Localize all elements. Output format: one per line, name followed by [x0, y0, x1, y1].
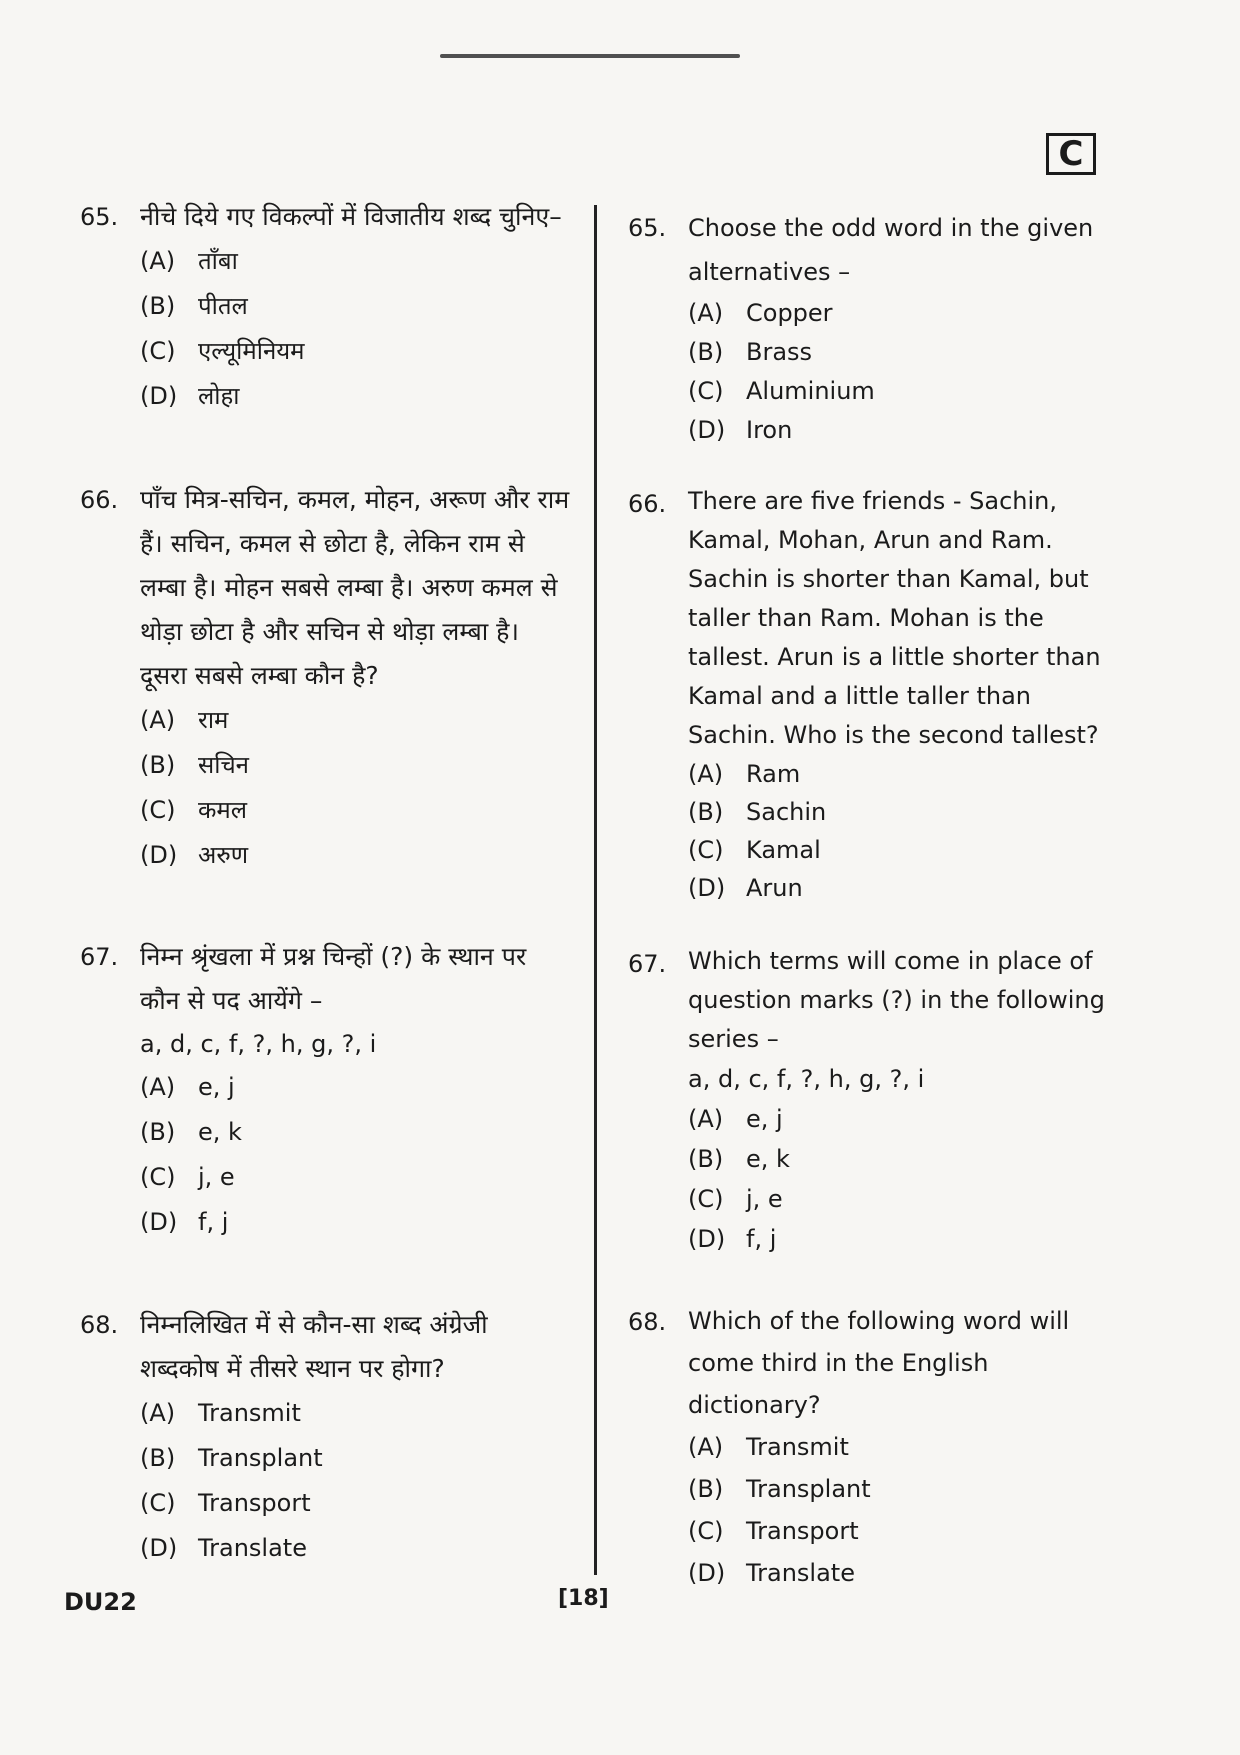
column-divider — [594, 205, 597, 1575]
question-number: 67. — [80, 943, 119, 971]
option-d — [140, 1526, 570, 1571]
option-text: j, e — [198, 1163, 235, 1191]
option-a — [140, 698, 570, 743]
question-number: 68. — [628, 1308, 667, 1336]
option-text: e, j — [746, 1105, 783, 1133]
option-d — [140, 374, 570, 419]
option-letter: (D) — [688, 874, 726, 902]
options-list — [140, 1065, 570, 1245]
option-text: कमल — [198, 796, 248, 824]
option-b — [140, 1436, 570, 1481]
option-text: e, k — [198, 1118, 242, 1146]
option-text: पीतल — [198, 292, 248, 320]
option-letter: (A) — [688, 299, 724, 327]
option-b — [688, 333, 1108, 372]
option-letter: (B) — [140, 1444, 176, 1472]
option-letter: (B) — [688, 1145, 724, 1173]
english-question-66 — [628, 482, 1108, 907]
question-text: निम्नलिखित में से कौन-सा शब्द अंग्रेजी शब्दकोष में तीसरे स्थान पर होगा? — [140, 1310, 488, 1383]
option-letter: (D) — [140, 1534, 178, 1562]
option-letter: (A) — [140, 1399, 176, 1427]
option-letter: (B) — [140, 751, 176, 779]
option-c — [688, 1179, 1108, 1219]
option-b — [140, 743, 570, 788]
option-letter: (D) — [688, 1225, 726, 1253]
option-c — [140, 788, 570, 833]
option-b — [140, 1110, 570, 1155]
option-letter: (D) — [688, 416, 726, 444]
option-text: Aluminium — [746, 377, 875, 405]
option-text: Brass — [746, 338, 813, 366]
option-c — [140, 1155, 570, 1200]
option-a — [140, 1391, 570, 1436]
question-number: 65. — [628, 214, 667, 242]
option-letter: (B) — [140, 292, 176, 320]
option-text: ताँबा — [198, 247, 238, 275]
option-letter: (B) — [688, 338, 724, 366]
letter-series: a, d, c, f, ?, h, g, ?, i — [688, 1065, 925, 1093]
options-list — [140, 698, 570, 878]
option-a — [140, 1065, 570, 1110]
top-rule — [440, 54, 740, 58]
option-b — [688, 1139, 1108, 1179]
option-text: Transplant — [198, 1444, 323, 1472]
question-number: 68. — [80, 1311, 119, 1339]
question-text: Choose the odd word in the given alternatives – — [688, 214, 1094, 286]
option-letter: (B) — [140, 1118, 176, 1146]
page-number: [18] — [558, 1586, 609, 1611]
option-letter: (A) — [140, 706, 176, 734]
hindi-question-68 — [80, 1303, 570, 1571]
options-list — [688, 294, 1108, 450]
options-list — [688, 755, 1108, 907]
option-a — [688, 755, 1108, 793]
option-text: एल्यूमिनियम — [198, 337, 305, 365]
options-list — [688, 1099, 1108, 1259]
option-text: e, k — [746, 1145, 790, 1173]
option-text: Kamal — [746, 836, 821, 864]
english-question-65 — [628, 206, 1108, 450]
option-c — [140, 329, 570, 374]
option-d — [688, 1219, 1108, 1259]
option-c — [688, 831, 1108, 869]
option-letter: (C) — [140, 1489, 176, 1517]
option-text: f, j — [198, 1208, 229, 1236]
option-letter: (C) — [140, 1163, 176, 1191]
option-text: Arun — [746, 874, 803, 902]
question-number: 66. — [628, 490, 667, 518]
option-letter: (D) — [140, 382, 178, 410]
option-b — [140, 284, 570, 329]
question-text: नीचे दिये गए विकल्पों में विजातीय शब्द चुनिए– — [140, 202, 562, 231]
option-letter: (D) — [140, 1208, 178, 1236]
set-label-box — [1046, 133, 1096, 175]
option-text: Copper — [746, 299, 833, 327]
option-text: Transmit — [746, 1433, 849, 1461]
option-letter: (C) — [140, 796, 176, 824]
letter-series: a, d, c, f, ?, h, g, ?, i — [140, 1030, 377, 1058]
option-text: f, j — [746, 1225, 777, 1253]
option-letter: (C) — [688, 1517, 724, 1545]
paper-code: DU22 — [64, 1588, 137, 1616]
option-text: Ram — [746, 760, 801, 788]
option-text: Transport — [198, 1489, 311, 1517]
option-letter: (B) — [688, 1475, 724, 1503]
option-c — [140, 1481, 570, 1526]
english-question-67 — [628, 942, 1108, 1259]
option-b — [688, 1468, 1108, 1510]
option-letter: (D) — [688, 1559, 726, 1587]
option-letter: (A) — [140, 247, 176, 275]
option-b — [688, 793, 1108, 831]
option-letter: (C) — [688, 836, 724, 864]
option-d — [688, 411, 1108, 450]
option-text: राम — [198, 706, 229, 734]
option-a — [688, 1426, 1108, 1468]
option-text: e, j — [198, 1073, 235, 1101]
option-text: Transplant — [746, 1475, 871, 1503]
option-letter: (A) — [688, 1105, 724, 1133]
hindi-question-65 — [80, 195, 570, 419]
option-text: लोहा — [198, 382, 240, 410]
option-a — [140, 239, 570, 284]
option-text: Translate — [198, 1534, 307, 1562]
option-text: Transmit — [198, 1399, 301, 1427]
question-number: 65. — [80, 203, 119, 231]
question-text: पाँच मित्र-सचिन, कमल, मोहन, अरूण और राम हैं। सचिन, कमल से छोटा है, लेकिन राम से लम्बा है। मोहन सबसे लम्बा है। अरुण कमल से थोड़ा छोटा है और सचिन से थोड़ा लम्बा है। दूसरा सबसे लम्बा कौन है? — [140, 485, 570, 690]
options-list — [140, 1391, 570, 1571]
options-list — [140, 239, 570, 419]
option-letter: (D) — [140, 841, 178, 869]
option-text: Iron — [746, 416, 793, 444]
option-text: सचिन — [198, 751, 249, 779]
question-text: Which of the following word will come third in the English dictionary? — [688, 1307, 1070, 1419]
option-letter: (C) — [140, 337, 176, 365]
option-letter: (C) — [688, 377, 724, 405]
option-text: Sachin — [746, 798, 827, 826]
question-number: 66. — [80, 486, 119, 514]
option-d — [140, 833, 570, 878]
option-a — [688, 1099, 1108, 1139]
option-letter: (A) — [140, 1073, 176, 1101]
option-letter: (C) — [688, 1185, 724, 1213]
options-list — [688, 1426, 1108, 1594]
hindi-question-66 — [80, 478, 570, 878]
english-question-68 — [628, 1300, 1108, 1594]
option-letter: (A) — [688, 1433, 724, 1461]
question-text: There are five friends - Sachin, Kamal, Mohan, Arun and Ram. Sachin is shorter than Kamal, but taller than Ram. Mohan is the tallest. Arun is a little shorter than Kamal and a little taller than Sachin. Who is the second tallest? — [688, 487, 1101, 749]
option-text: Translate — [746, 1559, 855, 1587]
question-text: Which terms will come in place of question marks (?) in the following series – — [688, 947, 1105, 1053]
option-text: अरुण — [198, 841, 249, 869]
option-text: j, e — [746, 1185, 783, 1213]
option-letter: (B) — [688, 798, 724, 826]
option-c — [688, 372, 1108, 411]
option-text: Transport — [746, 1517, 859, 1545]
option-d — [688, 1552, 1108, 1594]
option-c — [688, 1510, 1108, 1552]
question-text: निम्न श्रृंखला में प्रश्न चिन्हों (?) के स्थान पर कौन से पद आयेंगे – — [140, 942, 527, 1015]
question-number: 67. — [628, 950, 667, 978]
option-a — [688, 294, 1108, 333]
option-d — [688, 869, 1108, 907]
hindi-question-67 — [80, 935, 570, 1245]
option-d — [140, 1200, 570, 1245]
option-letter: (A) — [688, 760, 724, 788]
set-label: C — [1058, 134, 1084, 174]
